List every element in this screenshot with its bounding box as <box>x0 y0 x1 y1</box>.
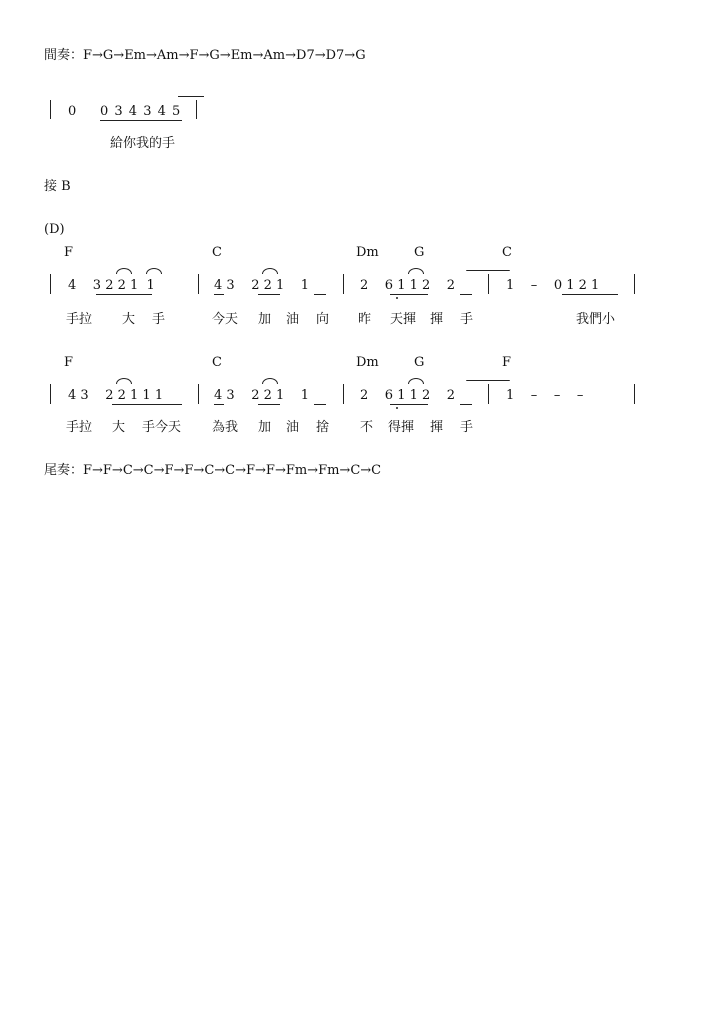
measure-notes: 1 – – – <box>506 388 584 403</box>
lyric: 為我 <box>212 420 239 435</box>
beam-underline <box>314 294 326 295</box>
lyric: 今天 <box>212 312 239 327</box>
measure-notes: 1 – 0 1 2 1 <box>506 278 600 293</box>
section-mark: (D) <box>44 222 65 237</box>
low-octave-dot <box>396 407 398 409</box>
beam-underline <box>460 404 472 405</box>
beam-underline <box>314 404 326 405</box>
lyric: 手 <box>460 420 474 435</box>
pickup-rest: 0 <box>68 104 77 119</box>
tie <box>178 96 204 97</box>
slur <box>408 268 424 274</box>
beam-underline <box>562 294 618 295</box>
lyric: 捨 <box>316 420 330 435</box>
barline <box>50 274 51 294</box>
beam-underline <box>390 404 428 405</box>
chord-symbol: F <box>64 245 74 260</box>
chord-symbol: F <box>502 355 512 370</box>
slur <box>408 378 424 384</box>
barline <box>50 384 51 404</box>
slur <box>116 268 132 274</box>
barline <box>488 274 489 294</box>
lyric: 得揮 <box>388 420 415 435</box>
beam-underline <box>258 404 280 405</box>
lyric: 加 <box>258 420 272 435</box>
barline <box>196 100 197 119</box>
beam-underline <box>258 294 280 295</box>
slur <box>262 378 278 384</box>
slur <box>146 268 162 274</box>
section-label: 接 B <box>44 179 71 194</box>
lyric: 手拉 <box>66 420 93 435</box>
chord-symbol: F <box>64 355 74 370</box>
outro-text: 尾奏：F→F→C→C→F→F→C→C→F→F→Fm→Fm→C→C <box>44 463 382 478</box>
chord-symbol: C <box>212 245 222 260</box>
lyric: 昨 <box>358 312 372 327</box>
lyric: 油 <box>286 312 300 327</box>
barline <box>634 274 635 294</box>
lyric: 向 <box>316 312 330 327</box>
lyric: 揮 <box>430 312 444 327</box>
chord-symbol: G <box>414 355 425 370</box>
beam-underline <box>112 404 182 405</box>
barline <box>634 384 635 404</box>
tie <box>466 380 510 381</box>
measure-notes: 2 6 1 1 2 2 <box>360 388 456 403</box>
lyric: 不 <box>360 420 374 435</box>
chord-symbol: Dm <box>356 245 379 260</box>
slur <box>262 268 278 274</box>
beam-underline <box>214 404 224 405</box>
chord-symbol: G <box>414 245 425 260</box>
tie <box>466 270 510 271</box>
lyric: 手今天 <box>142 420 182 435</box>
beam-underline <box>100 120 182 121</box>
lyric: 加 <box>258 312 272 327</box>
pickup-notes: 0 3 4 3 4 5 <box>100 104 182 119</box>
lyric: 手 <box>460 312 474 327</box>
lyric: 大 <box>122 312 136 327</box>
beam-underline <box>390 294 428 295</box>
measure-notes: 4 3 2 2 1 1 <box>68 278 155 293</box>
interlude-text: 間奏：F→G→Em→Am→F→G→Em→Am→D7→D7→G <box>44 48 366 63</box>
chord-symbol: Dm <box>356 355 379 370</box>
low-octave-dot <box>396 297 398 299</box>
lyric: 油 <box>286 420 300 435</box>
barline <box>50 100 51 119</box>
measure-notes: 2 6 1 1 2 2 <box>360 278 456 293</box>
lyric: 手拉 <box>66 312 93 327</box>
barline <box>198 384 199 404</box>
barline <box>198 274 199 294</box>
barline <box>488 384 489 404</box>
lyric: 我們小 <box>576 312 616 327</box>
lyric: 大 <box>112 420 126 435</box>
barline <box>343 384 344 404</box>
slur <box>116 378 132 384</box>
lyric: 天揮 <box>390 312 417 327</box>
lyric: 揮 <box>430 420 444 435</box>
chord-symbol: C <box>212 355 222 370</box>
pickup-lyric: 給你我的手 <box>110 136 176 151</box>
beam-underline <box>214 294 224 295</box>
measure-notes: 4 3 2 2 1 1 <box>214 278 310 293</box>
barline <box>343 274 344 294</box>
lyric: 手 <box>152 312 166 327</box>
beam-underline <box>96 294 152 295</box>
beam-underline <box>460 294 472 295</box>
measure-notes: 4 3 2 2 1 1 <box>214 388 310 403</box>
chord-symbol: C <box>502 245 512 260</box>
measure-notes: 4 3 2 2 1 1 1 <box>68 388 164 403</box>
